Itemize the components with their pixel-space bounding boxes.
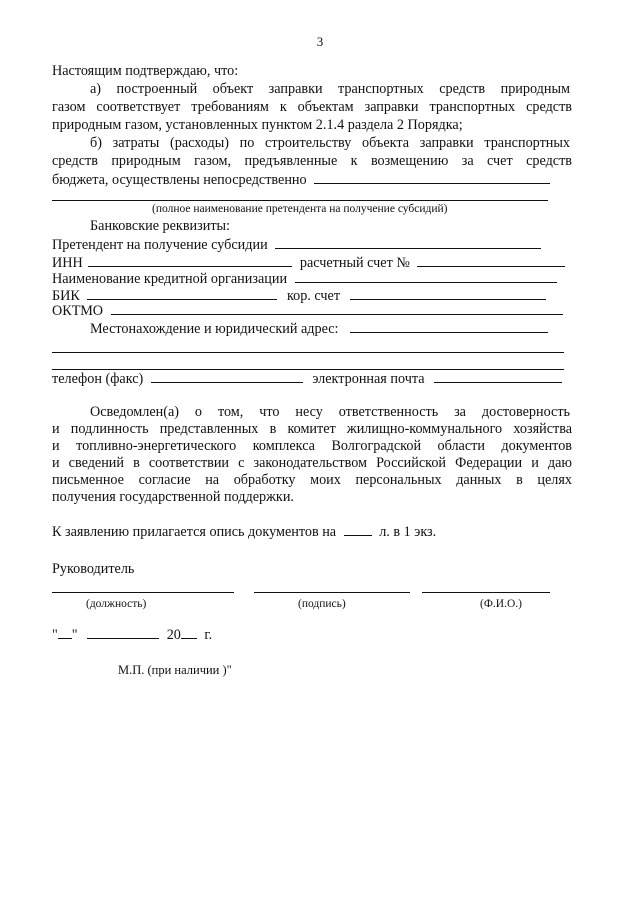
direct-recipient-blank	[314, 171, 550, 184]
bank-heading: Банковские реквизиты:	[90, 218, 230, 234]
item-a-line1: а) построенный объект заправки транспортных средств природным	[90, 81, 570, 97]
attachment-before: К заявлению прилагается опись документов на	[52, 524, 337, 540]
address-row	[90, 320, 570, 338]
phone-blank	[151, 370, 303, 383]
bank-applicant-blank	[275, 236, 541, 249]
item-b-line1: б) затраты (расходы) по строительству объекта заправки транспортных	[90, 135, 570, 151]
notice-line2: и подлинность представленных в комитет жилищно-коммунального хозяйства	[52, 421, 572, 437]
position-rule	[52, 592, 234, 593]
name-caption: (Ф.И.О.)	[480, 598, 522, 610]
phone-label: телефон (факс)	[52, 371, 144, 387]
item-a-line3: природным газом, установленных пунктом 2.1.4 раздела 2 Порядка;	[52, 117, 463, 133]
sign-caption: (подпись)	[298, 598, 346, 610]
org-row	[52, 270, 572, 288]
address-blank	[350, 320, 548, 333]
item-b-line2: средств природным газом, предъявленные к возмещению за счет средств	[52, 153, 572, 169]
sign-rule	[254, 592, 410, 593]
item-a-line2: газом соответствует требованиям к объектам заправки транспортных средств	[52, 99, 572, 115]
account-label: расчетный счет №	[299, 255, 410, 271]
notice-line1: Осведомлен(а) о том, что несу ответственность за достоверность	[90, 404, 570, 420]
year-suffix: г.	[204, 627, 213, 643]
attachment-pages-blank	[344, 523, 372, 536]
corr-account-blank	[350, 287, 546, 300]
item-b-text: бюджета, осуществлены непосредственно	[52, 172, 307, 188]
account-blank	[417, 254, 565, 267]
date-quote-open: "	[52, 627, 58, 643]
notice-line4: и сведений в соответствии с законодательством Российской Федерации и даю	[52, 455, 572, 471]
year-prefix: 20	[166, 627, 181, 643]
org-blank	[295, 270, 557, 283]
applicant-caption: (полное наименование претендента на получение субсидий)	[152, 203, 448, 215]
bik-label: БИК	[52, 288, 80, 304]
year-blank	[181, 626, 197, 639]
corr-account-label: кор. счет	[286, 288, 341, 304]
name-rule	[422, 592, 550, 593]
signature-title: Руководитель	[52, 561, 135, 577]
position-caption: (должность)	[86, 598, 147, 610]
org-label: Наименование кредитной организации	[52, 271, 288, 287]
email-label: электронная почта	[312, 371, 425, 387]
bik-blank	[87, 287, 277, 300]
address-rule-1	[52, 352, 564, 353]
bank-applicant-label: Претендент на получение субсидии	[52, 237, 268, 253]
item-b-line3	[52, 171, 572, 189]
notice-line5: письменное согласие на обработку моих персональных данных в целях	[52, 472, 572, 488]
date-row	[52, 626, 572, 644]
email-blank	[434, 370, 562, 383]
phone-row	[52, 370, 572, 388]
address-label: Местонахождение и юридический адрес:	[90, 321, 339, 337]
inn-blank	[88, 254, 292, 267]
notice-line3: и топливно-энергетического комплекса Волгоградской области документов	[52, 438, 572, 454]
oktmo-blank	[111, 302, 563, 315]
attachment-row	[52, 523, 572, 541]
month-blank	[87, 626, 159, 639]
inn-label: ИНН	[52, 255, 83, 271]
intro-text: Настоящим подтверждаю, что:	[52, 63, 239, 79]
notice-line6: получения государственной поддержки.	[52, 489, 294, 505]
oktmo-label: ОКТМО	[52, 303, 104, 319]
attachment-after: л. в 1 экз.	[379, 524, 437, 540]
applicant-name-rule	[52, 200, 548, 201]
bank-applicant-row	[52, 236, 572, 254]
day-blank	[58, 626, 72, 639]
stamp-note: М.П. (при наличии )"	[118, 663, 232, 677]
date-quote-close: "	[71, 627, 78, 643]
oktmo-row	[52, 302, 572, 320]
page-number: 3	[316, 34, 324, 49]
